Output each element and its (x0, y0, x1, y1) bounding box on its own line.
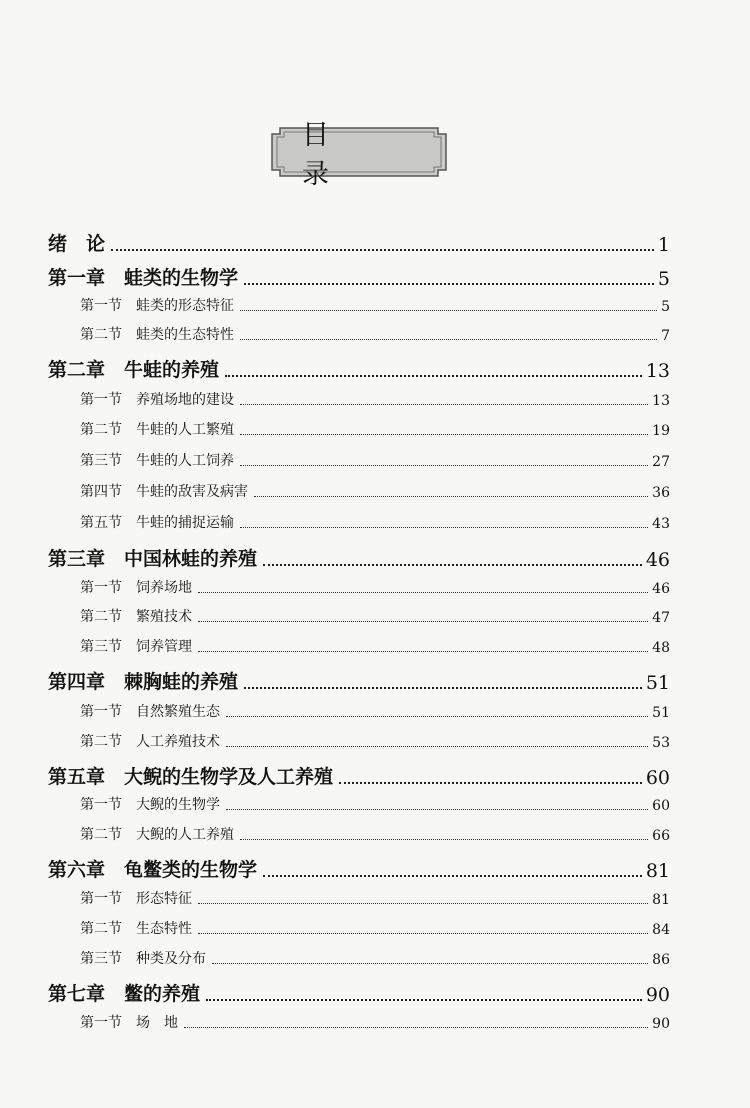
toc-section-entry[interactable] (80, 697, 670, 721)
toc-entry-label: 第二节 大鲵的人工养殖 (80, 827, 234, 843)
toc-entry-label: 第二节 牛蛙的人工繁殖 (80, 422, 234, 438)
dot-leader (226, 716, 648, 717)
dot-leader (198, 903, 648, 904)
toc-entry-label: 第一节 蛙类的形态特征 (80, 298, 234, 314)
toc-section-entry[interactable] (80, 415, 670, 439)
toc-entry-label: 第二节 蛙类的生态特性 (80, 327, 234, 343)
toc-title-banner (270, 120, 448, 190)
dot-leader (254, 496, 648, 497)
toc-entry-label: 第二节 繁殖技术 (80, 609, 192, 625)
toc-section-entry[interactable] (80, 790, 670, 814)
toc-section-entry[interactable] (80, 477, 670, 501)
dot-leader (198, 592, 648, 593)
toc-section-entry[interactable] (80, 385, 670, 409)
toc-chapter-entry[interactable] (48, 260, 670, 290)
toc-section-entry[interactable] (80, 508, 670, 532)
toc-section-entry[interactable] (80, 944, 670, 968)
toc-page-number: 60 (652, 798, 670, 814)
dot-leader (240, 404, 648, 405)
toc-entry-label: 第七章 鳖的养殖 (48, 983, 201, 1005)
toc-page-number: 27 (652, 454, 670, 470)
toc-page-number: 81 (645, 860, 670, 882)
toc-section-entry[interactable] (80, 914, 670, 938)
toc-page-number: 43 (652, 516, 670, 532)
toc-section-entry[interactable] (80, 884, 670, 908)
dot-leader (198, 651, 648, 652)
toc-entry-label: 第一节 养殖场地的建设 (80, 392, 234, 408)
dot-leader (339, 782, 642, 784)
toc-page-number: 47 (652, 610, 670, 626)
dot-leader (206, 999, 642, 1001)
dot-leader (263, 564, 642, 566)
dot-leader (111, 249, 654, 251)
dot-leader (226, 809, 648, 810)
toc-entry-label: 第三节 饲养管理 (80, 639, 192, 655)
dot-leader (240, 310, 657, 311)
toc-section-entry[interactable] (80, 291, 670, 315)
toc-page-number: 5 (661, 299, 670, 315)
toc-chapter-entry[interactable] (48, 759, 670, 789)
toc-page-number: 36 (652, 485, 670, 501)
toc-page-number: 81 (652, 892, 670, 908)
toc-page-number: 51 (652, 705, 670, 721)
toc-entry-label: 第三节 牛蛙的人工饲养 (80, 453, 234, 469)
dot-leader (244, 283, 654, 285)
toc-entry-label: 第一章 蛙类的生物学 (48, 267, 239, 289)
toc-page-number: 48 (652, 640, 670, 656)
toc-section-entry[interactable] (80, 1008, 670, 1032)
toc-entry-label: 第二章 牛蛙的养殖 (48, 359, 220, 381)
toc-entry-label: 第一节 自然繁殖生态 (80, 704, 220, 720)
dot-leader (225, 375, 642, 377)
toc-entry-label: 第五章 大鲵的生物学及人工养殖 (48, 766, 334, 788)
toc-entry-label: 第三章 中国林蛙的养殖 (48, 548, 258, 570)
dot-leader (240, 839, 648, 840)
toc-entry-label: 第四节 牛蛙的敌害及病害 (80, 484, 248, 500)
dot-leader (244, 687, 642, 689)
dot-leader (184, 1027, 648, 1028)
toc-section-entry[interactable] (80, 446, 670, 470)
toc-entry-label: 第五节 牛蛙的捕捉运输 (80, 515, 234, 531)
toc-entry-label: 第二节 人工养殖技术 (80, 734, 220, 750)
toc-page-number: 1 (657, 234, 670, 256)
toc-page-number: 53 (652, 735, 670, 751)
toc-section-entry[interactable] (80, 632, 670, 656)
dot-leader (263, 875, 642, 877)
toc-section-entry[interactable] (80, 820, 670, 844)
toc-page-number: 13 (645, 360, 670, 382)
toc-page-number: 46 (652, 581, 670, 597)
toc-entry-label: 第六章 龟鳖类的生物学 (48, 859, 258, 881)
toc-page-number: 46 (645, 549, 670, 571)
toc-entry-label: 第一节 大鲵的生物学 (80, 797, 220, 813)
toc-page-number: 86 (652, 952, 670, 968)
toc-entry-label: 第一节 饲养场地 (80, 580, 192, 596)
toc-chapter-entry[interactable] (48, 226, 670, 256)
toc-entry-label: 第二节 生态特性 (80, 921, 192, 937)
toc-entry-label: 绪 论 (48, 233, 106, 255)
dot-leader (240, 339, 657, 340)
dot-leader (240, 465, 648, 466)
dot-leader (198, 621, 648, 622)
toc-section-entry[interactable] (80, 320, 670, 344)
toc-entry-label: 第四章 棘胸蛙的养殖 (48, 671, 239, 693)
dot-leader (198, 933, 648, 934)
toc-page-number: 90 (652, 1016, 670, 1032)
toc-chapter-entry[interactable] (48, 352, 670, 382)
toc-chapter-entry[interactable] (48, 852, 670, 882)
toc-section-entry[interactable] (80, 602, 670, 626)
toc-page-number: 7 (661, 328, 670, 344)
toc-chapter-entry[interactable] (48, 664, 670, 694)
toc-page-number: 13 (652, 393, 670, 409)
toc-section-entry[interactable] (80, 573, 670, 597)
toc-entry-label: 第一节 形态特征 (80, 891, 192, 907)
toc-page-number: 66 (652, 828, 670, 844)
dot-leader (240, 434, 648, 435)
toc-section-entry[interactable] (80, 727, 670, 751)
dot-leader (226, 746, 648, 747)
toc-page-number: 60 (645, 767, 670, 789)
toc-page-number: 84 (652, 922, 670, 938)
page-title: 目 录 (302, 120, 361, 190)
toc-page-number: 5 (657, 268, 670, 290)
toc-chapter-entry[interactable] (48, 976, 670, 1006)
toc-entry-label: 第三节 种类及分布 (80, 951, 206, 967)
toc-chapter-entry[interactable] (48, 541, 670, 571)
toc-page-number: 51 (645, 672, 670, 694)
toc-page-number: 19 (652, 423, 670, 439)
dot-leader (212, 963, 648, 964)
toc-entry-label: 第一节 场 地 (80, 1015, 178, 1031)
dot-leader (240, 527, 648, 528)
toc-page-number: 90 (645, 984, 670, 1006)
